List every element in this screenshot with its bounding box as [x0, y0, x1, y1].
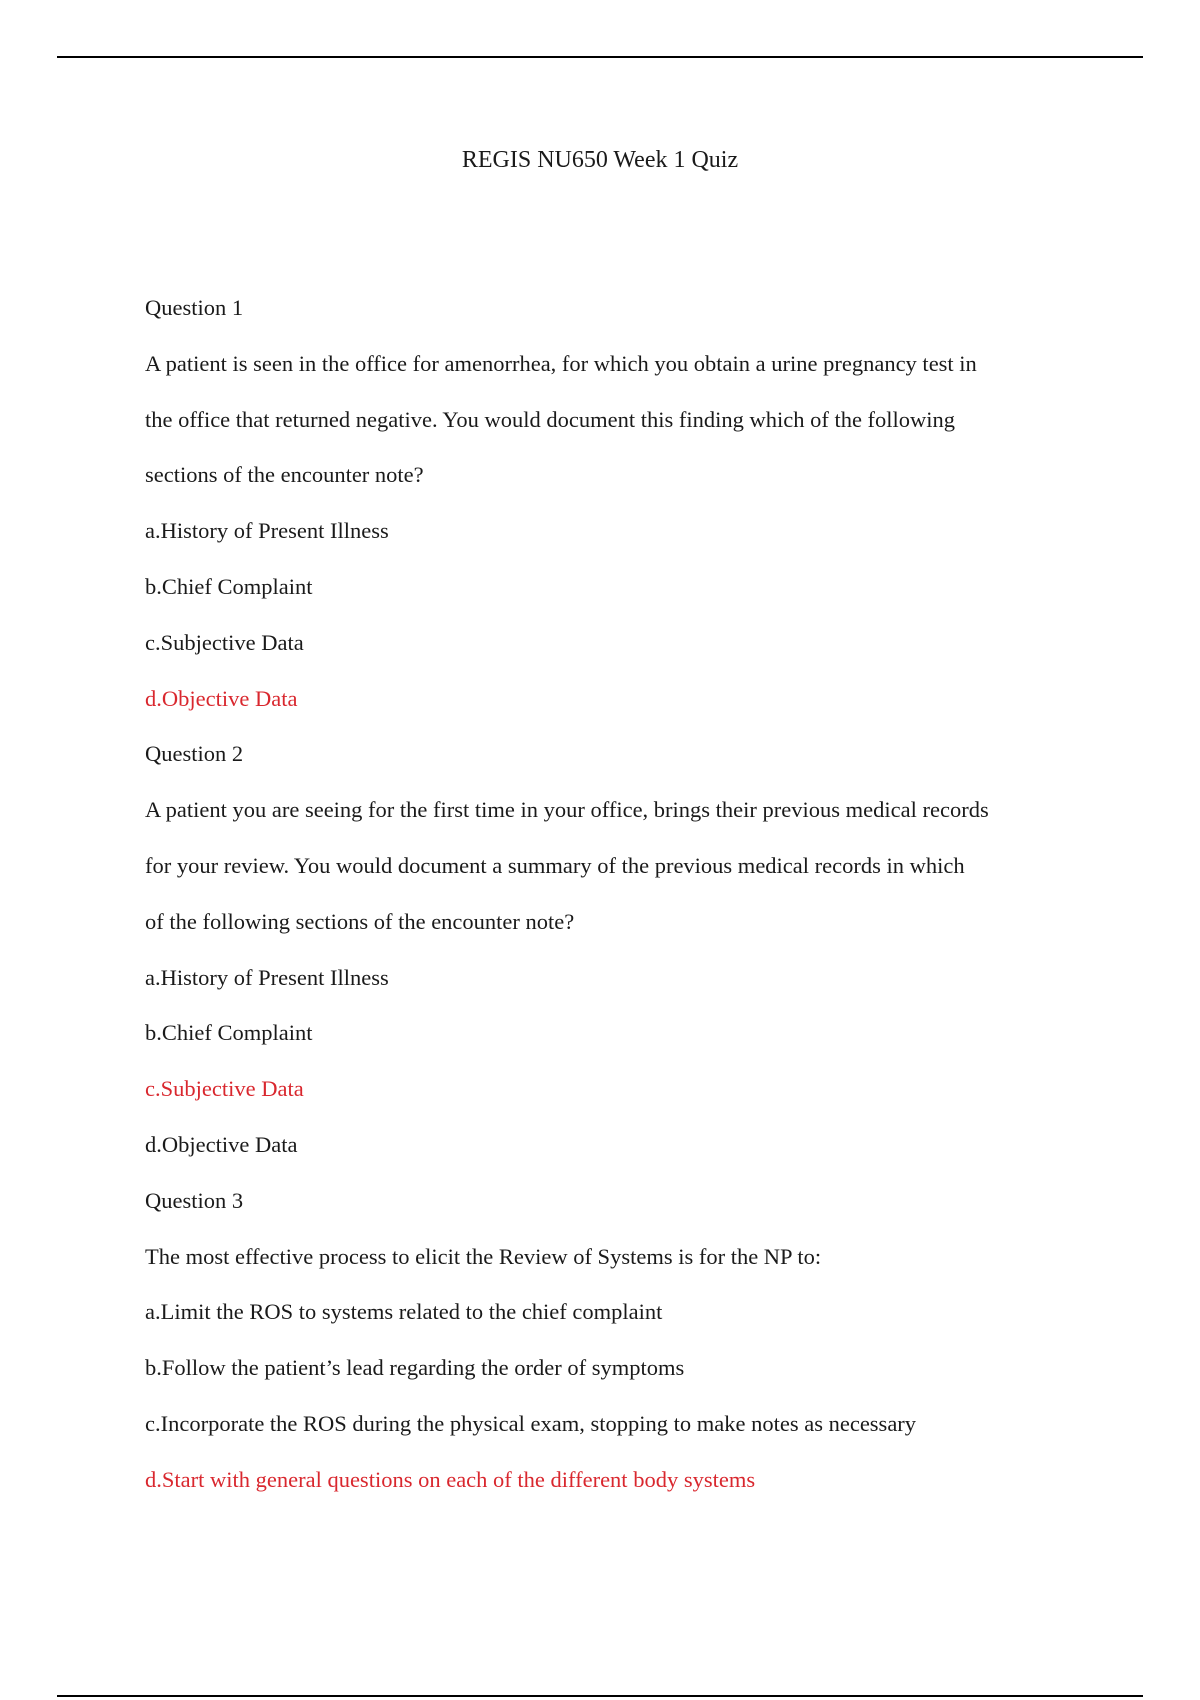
question-text-line: A patient is seen in the office for amenorrhea, for which you obtain a urine pregnancy test in	[145, 350, 977, 376]
option-d: d.Objective Data	[145, 1131, 298, 1157]
question-text-line: A patient you are seeing for the first time in your office, brings their previous medical records	[145, 797, 989, 823]
option-a: a.Limit the ROS to systems related to the chief complaint	[145, 1299, 663, 1325]
option-a: a.History of Present Illness	[145, 964, 389, 990]
question-text-line: The most effective process to elicit the Review of Systems is for the NP to:	[145, 1243, 822, 1269]
option-d-correct-answer: d.Start with general questions on each of the different body systems	[145, 1466, 756, 1492]
document-title: REGIS NU650 Week 1 Quiz	[461, 147, 739, 173]
question-text-line: the office that returned negative. You would document this finding which of the following	[145, 406, 956, 432]
option-b: b.Chief Complaint	[145, 1020, 313, 1046]
option-b: b.Follow the patient’s lead regarding the order of symptoms	[145, 1355, 685, 1381]
option-a: a.History of Present Illness	[145, 518, 389, 544]
bottom-rule	[57, 1695, 1143, 1697]
option-c: c.Incorporate the ROS during the physical exam, stopping to make notes as necessary	[145, 1410, 917, 1436]
question-text-line: for your review. You would document a summary of the previous medical records in which	[145, 852, 965, 878]
question-heading: Question 2	[145, 741, 244, 767]
option-d-correct-answer: d.Objective Data	[145, 685, 298, 711]
top-rule	[57, 56, 1143, 58]
question-3	[145, 1173, 1075, 1508]
quiz-content	[145, 280, 1075, 1508]
question-2	[145, 726, 1075, 1172]
question-text-line: sections of the encounter note?	[145, 462, 424, 488]
option-c: c.Subjective Data	[145, 629, 304, 655]
question-heading: Question 1	[145, 295, 244, 320]
question-1	[145, 280, 1075, 726]
question-text-line: of the following sections of the encounter note?	[145, 908, 575, 934]
option-b: b.Chief Complaint	[145, 573, 313, 599]
option-c-correct-answer: c.Subjective Data	[145, 1076, 304, 1102]
question-heading: Question 3	[145, 1187, 244, 1213]
